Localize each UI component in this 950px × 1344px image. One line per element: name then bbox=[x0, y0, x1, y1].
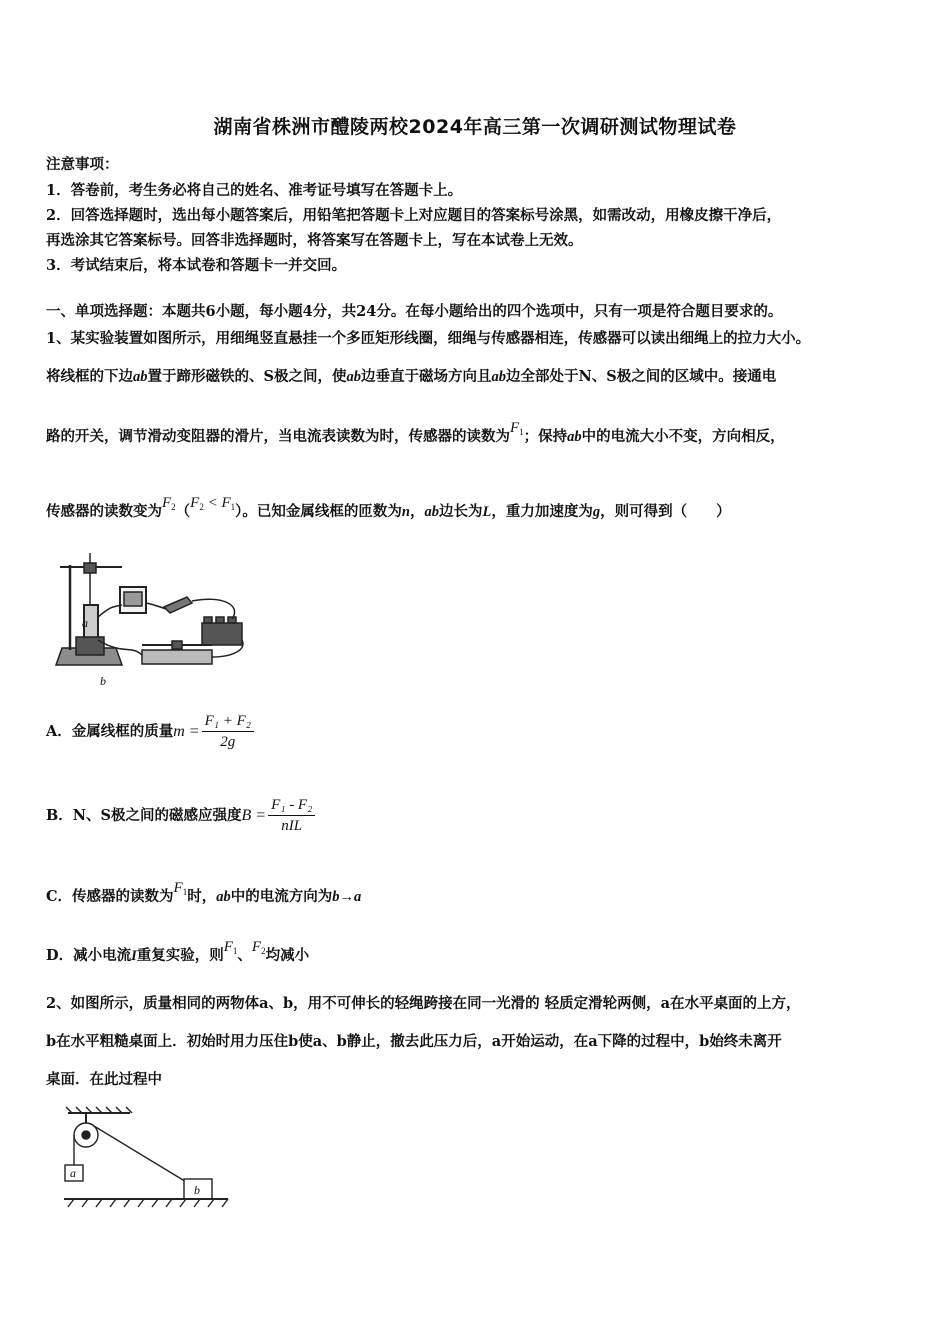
fig1-label-a: a bbox=[82, 616, 88, 630]
switch bbox=[164, 597, 192, 613]
notice-item-3: 3．考试结束后，将本试卷和答题卡一并交回。 bbox=[46, 257, 347, 274]
fig2-label-b: b bbox=[194, 1183, 200, 1197]
q2-line-3: 桌面．在此过程中 bbox=[46, 1071, 162, 1088]
q2-line-1: 2、如图所示，质量相同的两物体a、b，用不可伸长的轻绳跨接在同一光滑的 轻质定滑轮两侧，a在水平桌面的上方， bbox=[46, 995, 801, 1012]
fraction-A: $\frac{\text{F₁ + F₂}}{2g}$ bbox=[202, 712, 254, 752]
option-B[interactable]: B．N、S极之间的磁感应强度B = $\frac{\text{F₁ - F₂}}{\text{nIL}}$ bbox=[46, 796, 315, 836]
fig1-label-b: b bbox=[100, 674, 106, 688]
option-D[interactable]: D．减小电流I重复实验，则$F_1$、$F_2$均减小 bbox=[46, 939, 310, 964]
apparatus-figure bbox=[52, 545, 322, 690]
notice-heading: 注意事项： bbox=[46, 156, 119, 173]
q1-line-3: 路的开关，调节滑动变阻器的滑片，当电流表读数为时，传感器的读数为$F_1$；保持ab中的电流大小不变，方向相反， bbox=[46, 420, 785, 445]
option-C[interactable]: C．传感器的读数为$F_1$时，ab中的电流方向为b→a bbox=[46, 880, 362, 905]
rheostat bbox=[142, 650, 212, 664]
q1-line-2: 将线框的下边ab置于蹄形磁铁的、S极之间，使ab边垂直于磁场方向且ab边全部处于N、S极之间的区域中。接通电 bbox=[46, 368, 777, 385]
fig2-label-a: a bbox=[70, 1166, 76, 1180]
pulley-figure bbox=[60, 1105, 232, 1215]
notice-item-2: 2．回答选择题时，选出每小题答案后，用铅笔把答题卡上对应题目的答案标号涂黑，如需改动，用橡皮擦干净后， bbox=[46, 207, 782, 224]
q1-line-1: 1、某实验装置如图所示，用细绳竖直悬挂一个多匝矩形线圈，细绳与传感器相连，传感器可以读出细绳上的拉力大小。 bbox=[46, 330, 811, 347]
notice-item-2-cont: 再选涂其它答案标号。回答非选择题时，将答案写在答题卡上，写在本试卷上无效。 bbox=[46, 232, 583, 249]
F2-symbol: $F_2$ bbox=[162, 495, 176, 512]
page-title: 湖南省株洲市醴陵两校2024年高三第一次调研测试物理试卷 bbox=[213, 116, 737, 138]
battery bbox=[202, 623, 242, 645]
inequality: $F_2 < F_1$ bbox=[190, 495, 236, 512]
q2-line-2: b在水平粗糙桌面上．初始时用力压住b使a、b静止，撤去此压力后，a开始运动，在a下降的过程中，b始终未离开 bbox=[46, 1033, 782, 1050]
option-A[interactable]: A．金属线框的质量m = $\frac{\text{F₁ + F₂}}{2g}$ bbox=[46, 712, 254, 752]
notice-item-1: 1．答卷前，考生务必将自己的姓名、准考证号填写在答题卡上。 bbox=[46, 182, 463, 199]
q1-line-4: 传感器的读数变为$F_2(F_2 < F_1)$。已知金属线框的匝数为n，ab边长为L，重力加速度为g，则可得到（ ） bbox=[46, 495, 731, 520]
F1-symbol: $F_1$ bbox=[510, 420, 524, 437]
section-heading: 一、单项选择题：本题共6小题，每小题4分，共24分。在每小题给出的四个选项中，只有一项是符合题目要求的。 bbox=[46, 303, 783, 320]
fraction-B: $\frac{\text{F₁ - F₂}}{\text{nIL}}$ bbox=[268, 796, 315, 836]
